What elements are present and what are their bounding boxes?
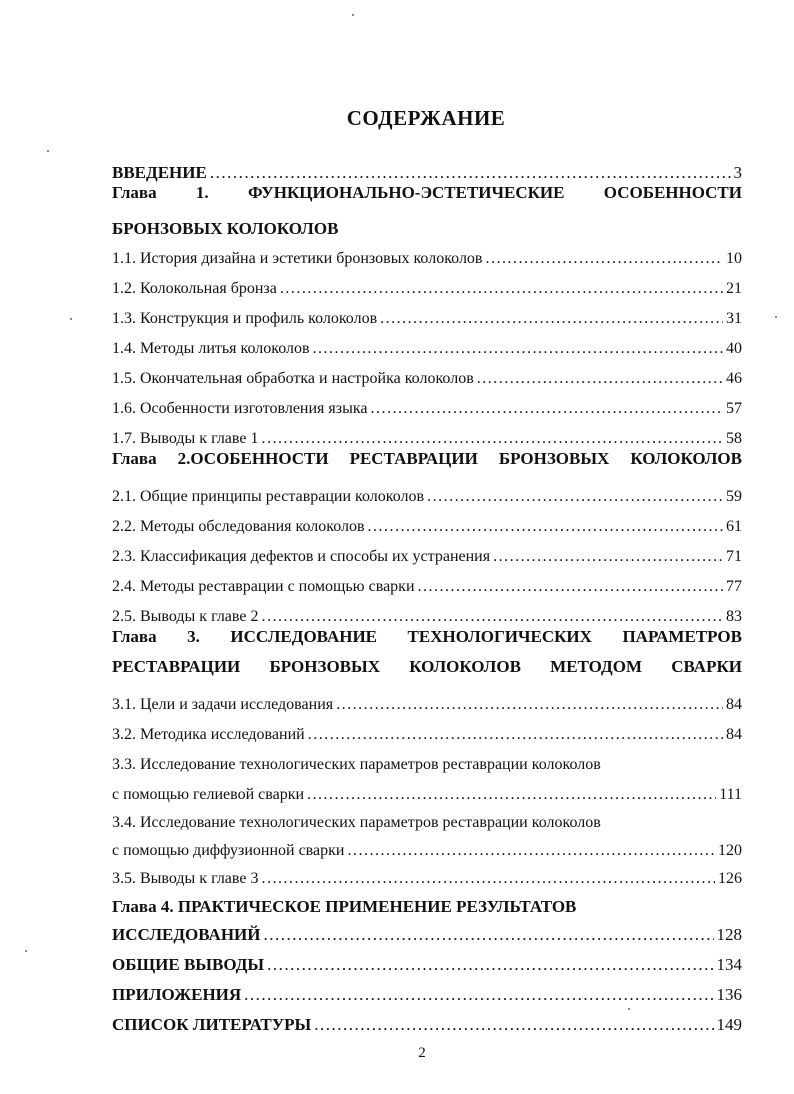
- toc-entry-1-6: [112, 391, 742, 419]
- toc-entry-2-5: [112, 599, 742, 627]
- toc-entry-page: 128: [716, 925, 742, 944]
- toc-entry-label: с помощью диффузионной сварки: [112, 842, 345, 859]
- toc-entry-page: 59: [726, 488, 742, 505]
- toc-entry-label: 1.5. Окончательная обработка и настройка колоколов: [112, 370, 474, 387]
- leader-dots: [267, 955, 713, 975]
- toc-entry-label: Глава 3. ИССЛЕДОВАНИЕ ТЕХНОЛОГИЧЕСКИХ ПАРАМЕТРОВ: [112, 627, 742, 646]
- toc-entry-label: РЕСТАВРАЦИИ БРОНЗОВЫХ КОЛОКОЛОВ МЕТОДОМ СВАРКИ: [112, 657, 742, 676]
- toc-entry-page: 71: [726, 548, 742, 565]
- toc-chapter-2-heading: [112, 449, 742, 477]
- toc-entry-3-5: [112, 861, 742, 889]
- toc-entry-label: 1.7. Выводы к главе 1: [112, 430, 259, 447]
- toc-entry-label: 3.2. Методика исследований: [112, 726, 305, 743]
- leader-dots: [370, 399, 723, 419]
- leader-dots: [485, 249, 723, 269]
- toc-entry-page: 40: [726, 340, 742, 357]
- scan-speck: [25, 950, 27, 952]
- toc-entry-label: БРОНЗОВЫХ КОЛОКОЛОВ: [112, 219, 339, 238]
- toc-entry-page: 120: [718, 842, 742, 859]
- leader-dots: [313, 339, 723, 359]
- toc-entry-3-3-cont: [112, 777, 742, 805]
- scan-speck: [775, 316, 777, 318]
- toc-entry-2-1: [112, 479, 742, 507]
- toc-entry-label: ОБЩИЕ ВЫВОДЫ: [112, 955, 265, 974]
- toc-entry-1-4: [112, 331, 742, 359]
- toc-entry-label: 2.4. Методы реставрации с помощью сварки: [112, 578, 415, 595]
- scan-speck: [70, 318, 72, 320]
- toc-entry-page: 58: [726, 430, 742, 447]
- leader-dots: [261, 607, 723, 627]
- toc-entry-page: 3: [733, 163, 742, 182]
- leader-dots: [336, 695, 723, 715]
- toc-entry-references: [112, 1007, 742, 1035]
- leader-dots: [261, 869, 715, 889]
- toc-chapter-1-heading: [112, 183, 742, 211]
- toc-entry-page: 83: [726, 608, 742, 625]
- toc-entry-page: 21: [726, 280, 742, 297]
- toc-entry-1-7: [112, 421, 742, 449]
- leader-dots: [477, 369, 723, 389]
- toc-entry-label: 1.3. Конструкция и профиль колоколов: [112, 310, 378, 327]
- toc-entry-3-4: [112, 805, 742, 833]
- toc-entry-page: 46: [726, 370, 742, 387]
- toc-entry-label: 1.6. Особенности изготовления языка: [112, 400, 368, 417]
- leader-dots: [308, 725, 723, 745]
- leader-dots: [244, 985, 713, 1005]
- toc-chapter-3-heading-cont: [112, 657, 742, 685]
- toc-entry-label: 2.5. Выводы к главе 2: [112, 608, 259, 625]
- toc-entry-1-2: [112, 271, 742, 299]
- toc-entry-label: ИССЛЕДОВАНИЙ: [112, 925, 261, 944]
- toc-entry-1-3: [112, 301, 742, 329]
- toc-entry-page: 31: [726, 310, 742, 327]
- toc-entry-introduction: [112, 155, 742, 183]
- toc-entry-label: ПРИЛОЖЕНИЯ: [112, 985, 242, 1004]
- leader-dots: [380, 309, 723, 329]
- toc-entry-label: Глава 2.ОСОБЕННОСТИ РЕСТАВРАЦИИ БРОНЗОВЫХ КОЛОКОЛОВ: [112, 449, 742, 468]
- toc-entry-label: СПИСОК ЛИТЕРАТУРЫ: [112, 1015, 312, 1034]
- toc-entry-appendices: [112, 977, 742, 1005]
- toc-entry-page: 136: [716, 985, 742, 1004]
- toc-entry-3-1: [112, 687, 742, 715]
- toc-entry-label: 3.1. Цели и задачи исследования: [112, 696, 334, 713]
- leader-dots: [347, 841, 715, 861]
- toc-entry-label: Глава 4. ПРАКТИЧЕСКОЕ ПРИМЕНЕНИЕ РЕЗУЛЬТАТОВ: [112, 897, 577, 916]
- scan-speck: [628, 1008, 630, 1010]
- toc-entry-page: 10: [726, 250, 742, 267]
- toc-entry-2-2: [112, 509, 742, 537]
- toc-entry-page: 84: [726, 696, 742, 713]
- toc-entry-label: 2.1. Общие принципы реставрации колоколов: [112, 488, 425, 505]
- toc-entry-label: 1.1. История дизайна и эстетики бронзовых колоколов: [112, 250, 483, 267]
- toc-entry-page: 126: [718, 870, 742, 887]
- leader-dots: [368, 517, 723, 537]
- toc-entry-label: 1.2. Колокольная бронза: [112, 280, 277, 297]
- toc-entry-page: 111: [719, 786, 742, 803]
- page-number: 2: [418, 1045, 426, 1061]
- toc-entry-label: 3.3. Исследование технологических параметров реставрации колоколов: [112, 756, 601, 773]
- toc-entry-3-3: [112, 747, 742, 775]
- toc-entry-page: 77: [726, 578, 742, 595]
- page-title: СОДЕРЖАНИЕ: [346, 106, 506, 130]
- toc-entry-label: 3.5. Выводы к главе 3: [112, 870, 259, 887]
- toc-entry-2-3: [112, 539, 742, 567]
- toc-entry-page: 134: [716, 955, 742, 974]
- toc-chapter-4-heading-cont: [112, 917, 742, 945]
- toc-entry-label: ВВЕДЕНИЕ: [112, 163, 207, 182]
- toc-entry-page: 84: [726, 726, 742, 743]
- toc-chapter-1-heading-cont: [112, 211, 742, 239]
- toc-entry-3-4-cont: [112, 833, 742, 861]
- scan-speck: [47, 150, 49, 152]
- toc-chapter-4-heading: [112, 889, 742, 917]
- toc-entry-label: 1.4. Методы литья колоколов: [112, 340, 310, 357]
- leader-dots: [210, 163, 731, 183]
- toc-entry-2-4: [112, 569, 742, 597]
- leader-dots: [264, 925, 714, 945]
- toc-entry-label: 2.2. Методы обследования колоколов: [112, 518, 365, 535]
- toc-entry-label: Глава 1. ФУНКЦИОНАЛЬНО-ЭСТЕТИЧЕСКИЕ ОСОБЕННОСТИ: [112, 183, 742, 202]
- leader-dots: [314, 1015, 713, 1035]
- toc-entry-conclusions: [112, 947, 742, 975]
- toc-entry-label: 3.4. Исследование технологических параметров реставрации колоколов: [112, 814, 601, 831]
- scan-speck: [352, 14, 354, 16]
- toc-entry-page: 149: [716, 1015, 742, 1034]
- toc-entry-label: 2.3. Классификация дефектов и способы их устранения: [112, 548, 491, 565]
- leader-dots: [280, 279, 723, 299]
- toc-entry-1-5: [112, 361, 742, 389]
- toc-entry-page: 57: [726, 400, 742, 417]
- leader-dots: [261, 429, 723, 449]
- leader-dots: [427, 487, 723, 507]
- toc-entry-3-2: [112, 717, 742, 745]
- toc-chapter-3-heading: [112, 627, 742, 655]
- leader-dots: [418, 577, 724, 597]
- toc-entry-1-1: [112, 241, 742, 269]
- leader-dots: [307, 785, 716, 805]
- leader-dots: [493, 547, 723, 567]
- toc-entry-page: 61: [726, 518, 742, 535]
- toc-entry-label: с помощью гелиевой сварки: [112, 786, 305, 803]
